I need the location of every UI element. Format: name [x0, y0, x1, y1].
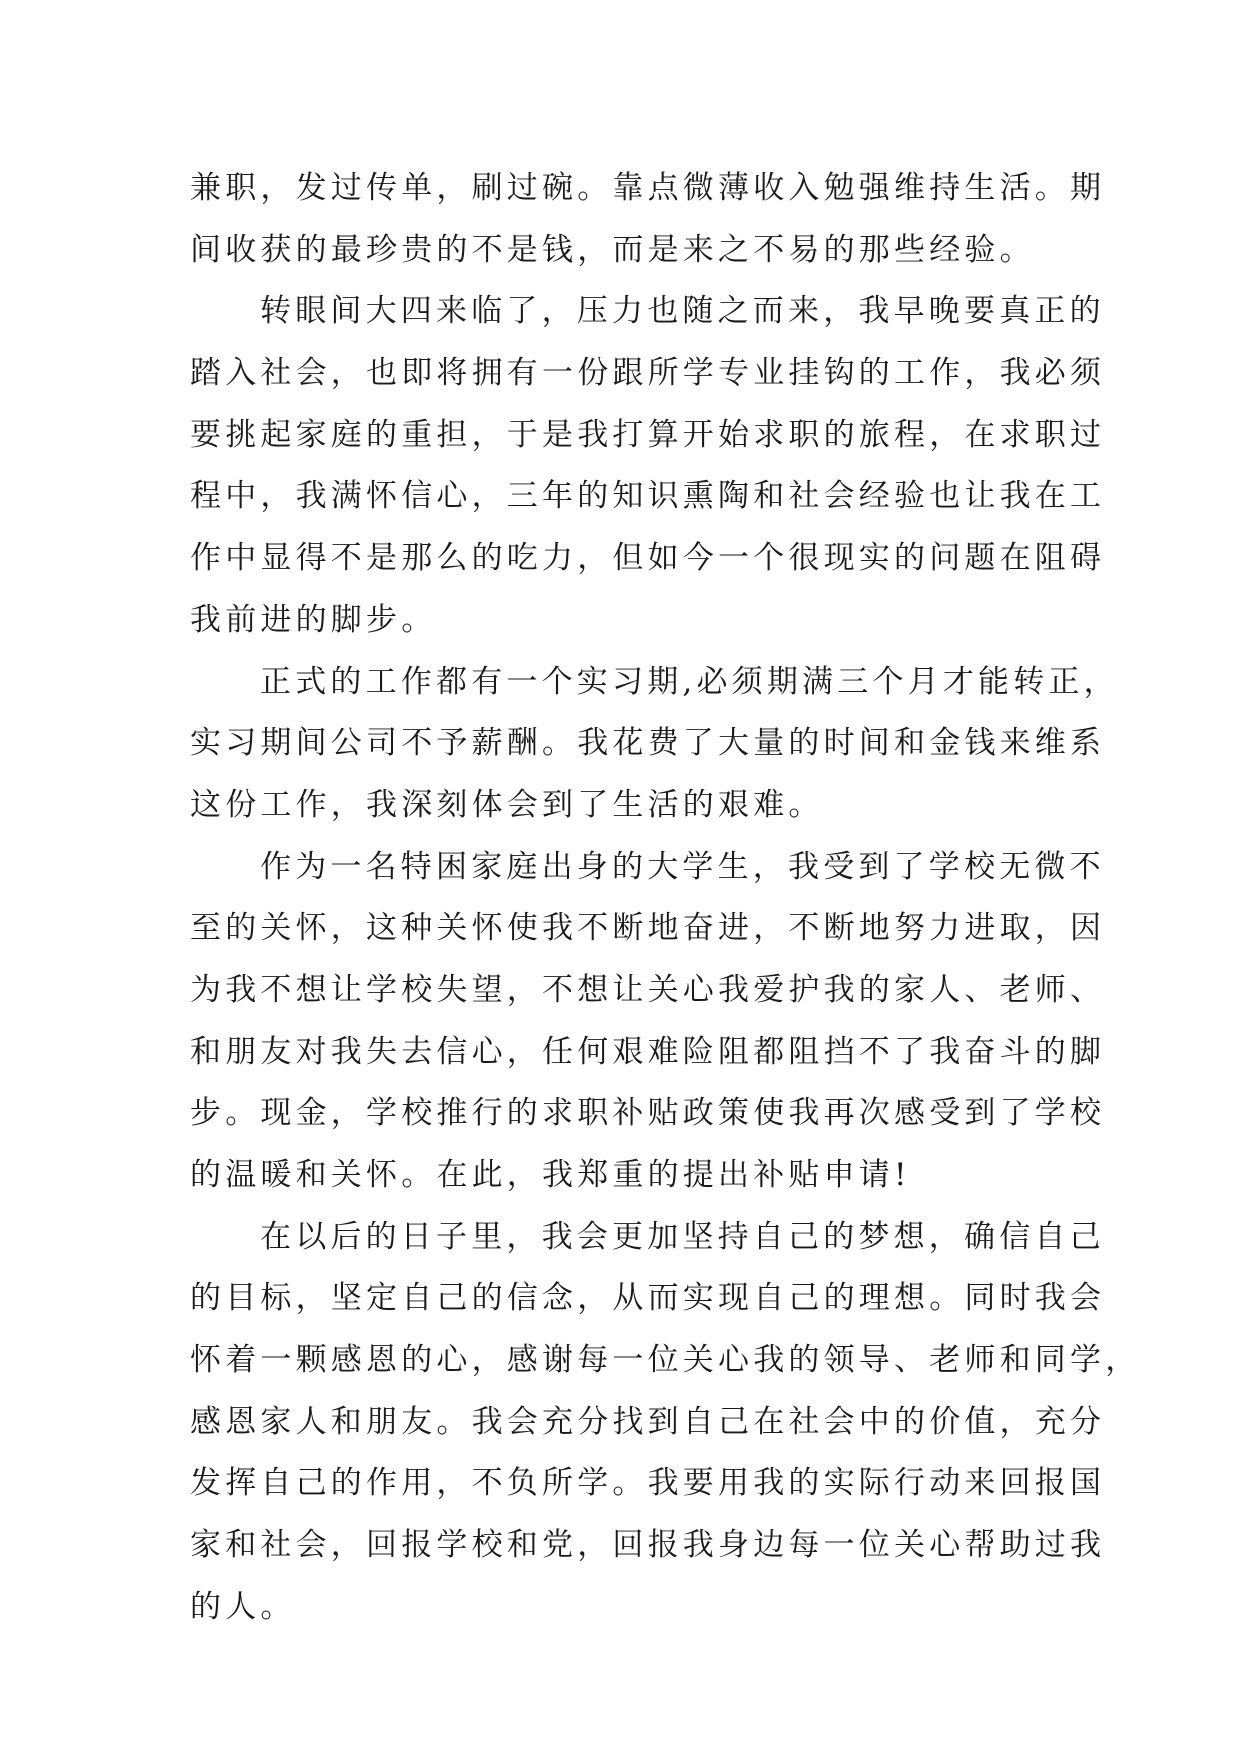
- text-line: 正式的工作都有一个实习期,必须期满三个月才能转正，: [260, 663, 1119, 700]
- text-line: 为我不想让学校失望，不想让关心我爱护我的家人、老师、: [190, 971, 1106, 1008]
- text-line: 作为一名特困家庭出身的大学生，我受到了学校无微不: [260, 848, 1105, 885]
- text-line: 实习期间公司不予薪酬。我花费了大量的时间和金钱来维系: [190, 725, 1106, 762]
- body-text: [190, 158, 1141, 1639]
- text-line: 的温暖和关怀。在此，我郑重的提出补贴申请!: [190, 1157, 911, 1193]
- text-line: 要挑起家庭的重担，于是我打算开始求职的旅程，在求职过: [190, 416, 1106, 453]
- text-line: 在以后的日子里，我会更加坚持自己的梦想，确信自己: [260, 1218, 1105, 1255]
- text-line: 步。现金，学校推行的求职补贴政策使我再次感受到了学校: [190, 1095, 1106, 1132]
- text-line: 间收获的最珍贵的不是钱，而是来之不易的那些经验。: [190, 231, 1035, 268]
- text-line: 我前进的脚步。: [190, 601, 437, 638]
- text-line: 兼职，发过传单，刷过碗。靠点微薄收入勉强维持生活。期: [190, 170, 1106, 206]
- text-line: 家和社会，回报学校和党，回报我身边每一位关心帮助过我: [190, 1527, 1106, 1564]
- text-line: 踏入社会，也即将拥有一份跟所学专业挂钩的工作，我必须: [190, 355, 1106, 392]
- text-line: 转眼间大四来临了，压力也随之而来，我早晚要真正的: [260, 293, 1105, 330]
- text-line: 发挥自己的作用，不负所学。我要用我的实际行动来回报国: [190, 1465, 1106, 1502]
- text-line: 程中，我满怀信心，三年的知识熏陶和社会经验也让我在工: [190, 478, 1106, 515]
- text-line: 这份工作，我深刻体会到了生活的艰难。: [190, 786, 824, 823]
- text-line: 怀着一颗感恩的心，感谢每一位关心我的领导、老师和同学，: [190, 1342, 1141, 1379]
- text-line: 的目标，坚定自己的信念，从而实现自己的理想。同时我会: [190, 1280, 1106, 1317]
- text-line: 至的关怀，这种关怀使我不断地奋进，不断地努力进取，因: [190, 910, 1106, 947]
- text-line: 和朋友对我失去信心，任何艰难险阻都阻挡不了我奋斗的脚: [190, 1033, 1106, 1070]
- text-line: 的人。: [190, 1588, 296, 1625]
- text-line: 感恩家人和朋友。我会充分找到自己在社会中的价值，充分: [190, 1403, 1106, 1440]
- text-line: 作中显得不是那么的吃力，但如今一个很现实的问题在阻碍: [190, 540, 1106, 577]
